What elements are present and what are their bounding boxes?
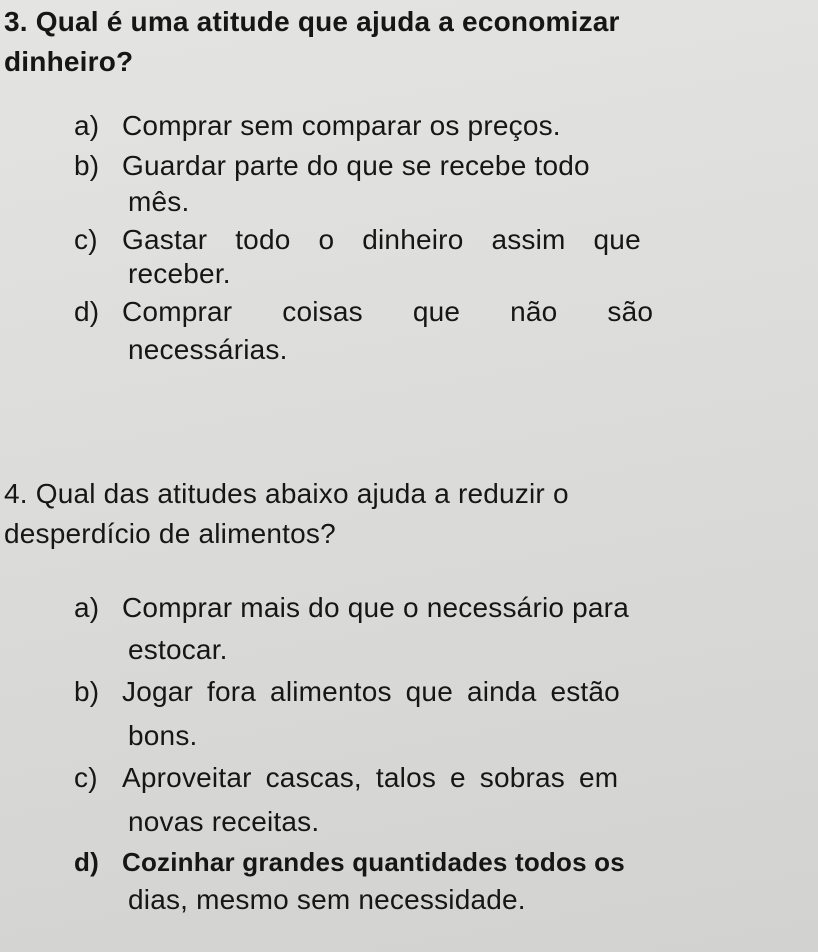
q3-option-a-letter: a) [74,110,100,141]
q4-option-d-letter: d) [74,847,99,877]
q4-option-c-continuation: novas receitas. [128,806,320,837]
question-4-stem-line2: desperdício de alimentos? [4,518,336,549]
question-4-stem-text: Qual das atitudes abaixo ajuda a reduzir o [35,478,569,509]
q3-option-a [74,110,561,142]
q4-option-d [74,846,625,878]
q3-option-d-letter: d) [74,296,100,327]
q4-option-b-letter: b) [74,676,100,707]
q4-option-c-text: Aproveitar cascas, talos e sobras em [122,762,619,793]
question-3-number: 3. [4,6,28,37]
q4-option-c-letter: c) [74,762,98,793]
q4-option-d-continuation: dias, mesmo sem necessidade. [128,884,526,915]
question-4-number: 4. [4,478,28,509]
question-3-stem-line2: dinheiro? [4,46,134,77]
q4-option-a-letter: a) [74,592,100,623]
q3-option-c [74,224,641,256]
q4-option-a [74,592,629,624]
q4-option-c [74,762,618,794]
q3-option-d-continuation: necessárias. [128,334,288,365]
q3-option-c-continuation: receber. [128,258,231,289]
question-3-stem-line1 [4,6,620,38]
q4-option-a-continuation: estocar. [128,634,228,665]
q4-option-d-text: Cozinhar grandes quantidades todos os [122,847,625,877]
q3-option-b-continuation: mês. [128,186,190,217]
q4-option-a-text: Comprar mais do que o necessário para [122,592,629,623]
q4-option-b-continuation: bons. [128,720,198,751]
q4-option-b [74,676,620,708]
q3-option-d [74,296,653,328]
q3-option-b-letter: b) [74,150,100,181]
question-4-stem-line1 [4,478,569,510]
question-3-stem-text: Qual é uma atitude que ajuda a economizar [35,6,620,37]
q4-option-b-text: Jogar fora alimentos que ainda estão [122,676,620,707]
q3-option-c-letter: c) [74,224,98,255]
q3-option-c-text: Gastar todo o dinheiro assim que [122,224,641,255]
q3-option-a-text: Comprar sem comparar os preços. [122,110,561,141]
q3-option-b-text: Guardar parte do que se recebe todo [122,150,590,181]
q3-option-d-text: Comprar coisas que não são [122,296,654,327]
q3-option-b [74,150,692,182]
